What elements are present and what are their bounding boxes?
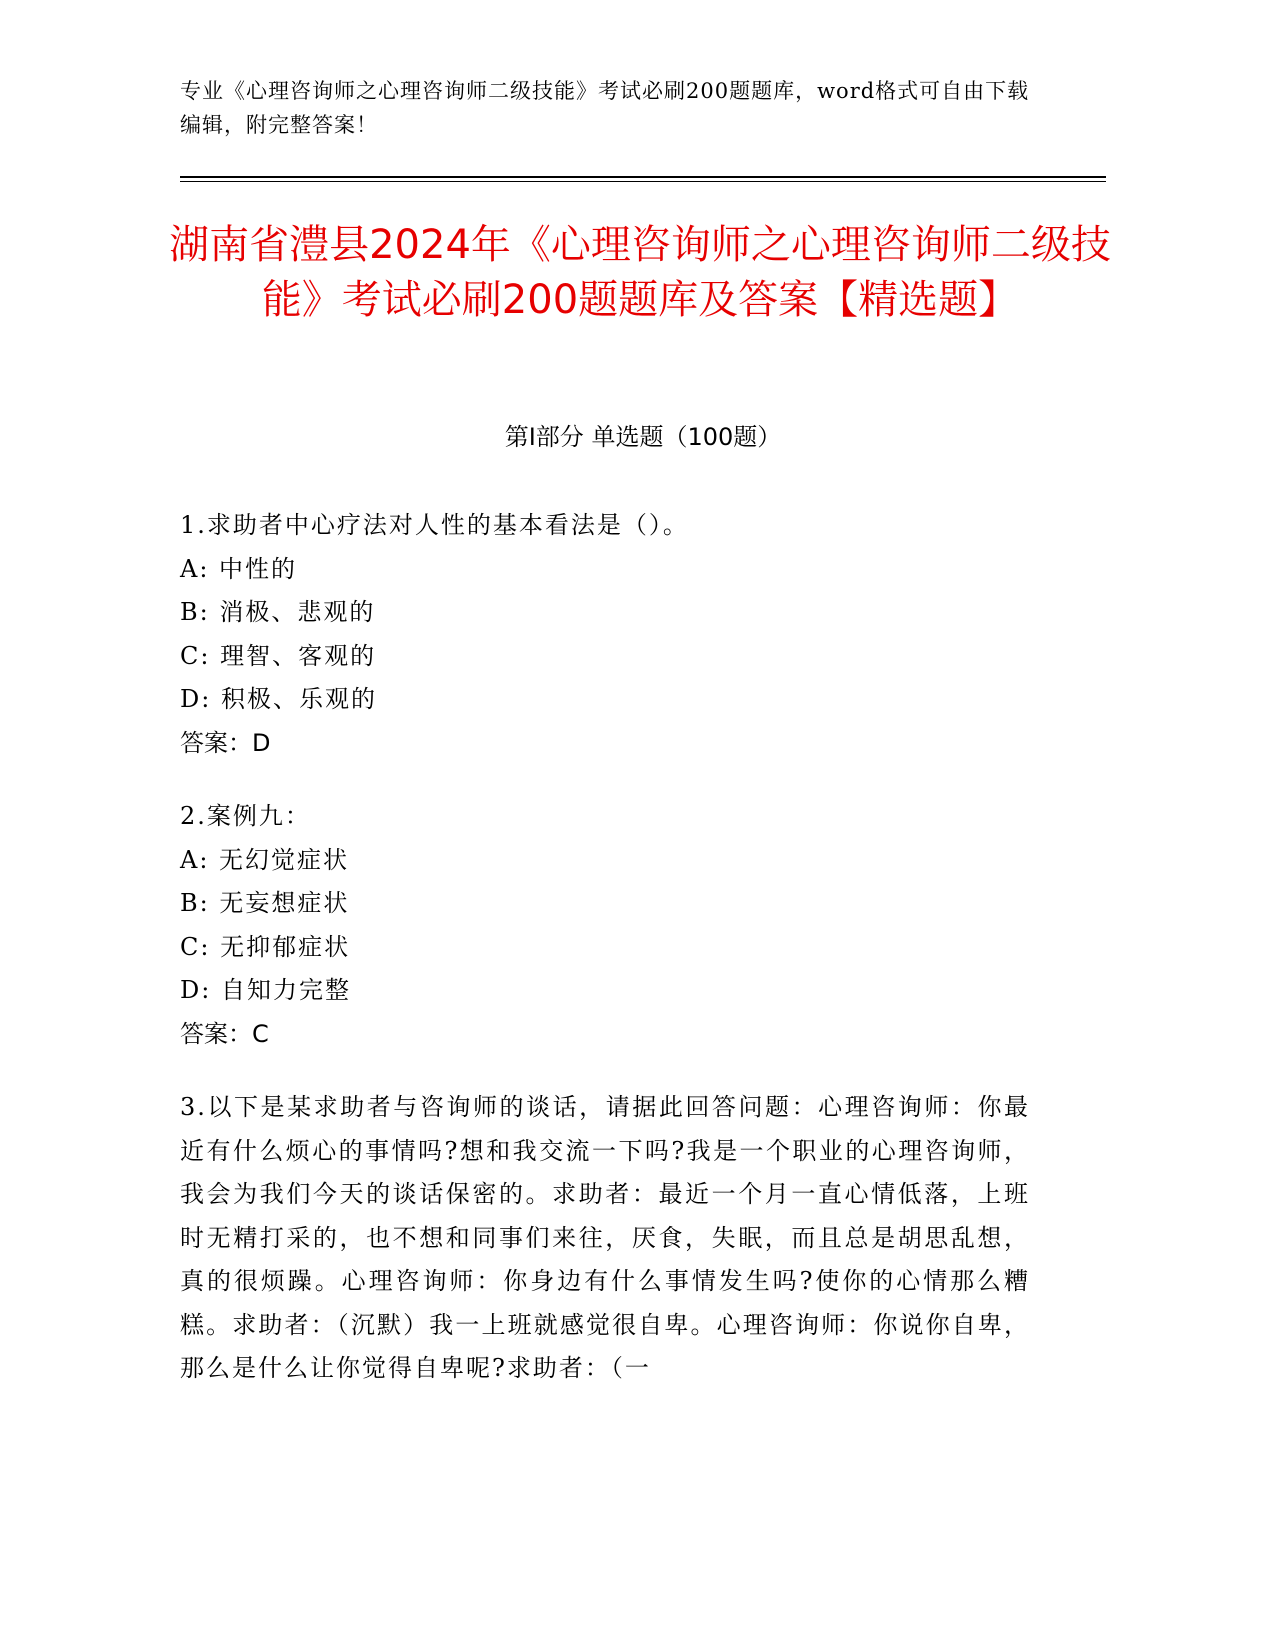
question-stem: 2.案例九： <box>180 802 311 830</box>
option-c: C: 理智、客观的 <box>180 641 377 670</box>
question-stem: 1.求助者中心疗法对人性的基本看法是（）。 <box>180 511 689 539</box>
header-divider-thick <box>180 176 1106 178</box>
header-divider-thin <box>180 181 1106 182</box>
option-c: C: 无抑郁症状 <box>180 932 351 961</box>
question-2 <box>180 795 1030 1056</box>
option-a: A: 中性的 <box>180 554 298 583</box>
question-stem: 3.以下是某求助者与咨询师的谈话，请据此回答问题：心理咨询师：你最近有什么烦心的事情吗?想和我交流一下吗?我是一个职业的心理咨询师，我会为我们今天的谈话保密的。求助者：最近一个月一直心情低落，上班时无精打采的，也不想和同事们来往，厌食，失眠，而且总是胡思乱想，真的很烦躁。心理咨询师：你身边有什么事情发生吗?使你的心情那么糟糕。求助者：（沉默）我一上班就感觉很自卑。心理咨询师：你说你自卑，那么是什么让你觉得自卑呢?求助者：（一 <box>180 1093 1030 1382</box>
question-3 <box>180 1086 1030 1391</box>
document-title: 湖南省澧县2024年《心理咨询师之心理咨询师二级技能》考试必刷200题题库及答案【精选题】 <box>169 222 1111 323</box>
answer-line: 答案：C <box>180 1019 269 1048</box>
question-list <box>180 504 1030 1421</box>
option-d: D: 自知力完整 <box>180 976 351 1004</box>
option-b: B: 消极、悲观的 <box>180 598 376 626</box>
option-a: A: 无幻觉症状 <box>180 845 350 874</box>
option-b: B: 无妄想症状 <box>180 889 350 917</box>
section-heading: 第I部分 单选题（100题） <box>504 423 782 451</box>
question-1 <box>180 504 1030 765</box>
option-d: D: 积极、乐观的 <box>180 685 377 713</box>
answer-line: 答案：D <box>180 728 271 757</box>
header-note: 专业《心理咨询师之心理咨询师二级技能》考试必刷200题题库，word格式可自由下载编辑，附完整答案！ <box>180 79 1030 137</box>
